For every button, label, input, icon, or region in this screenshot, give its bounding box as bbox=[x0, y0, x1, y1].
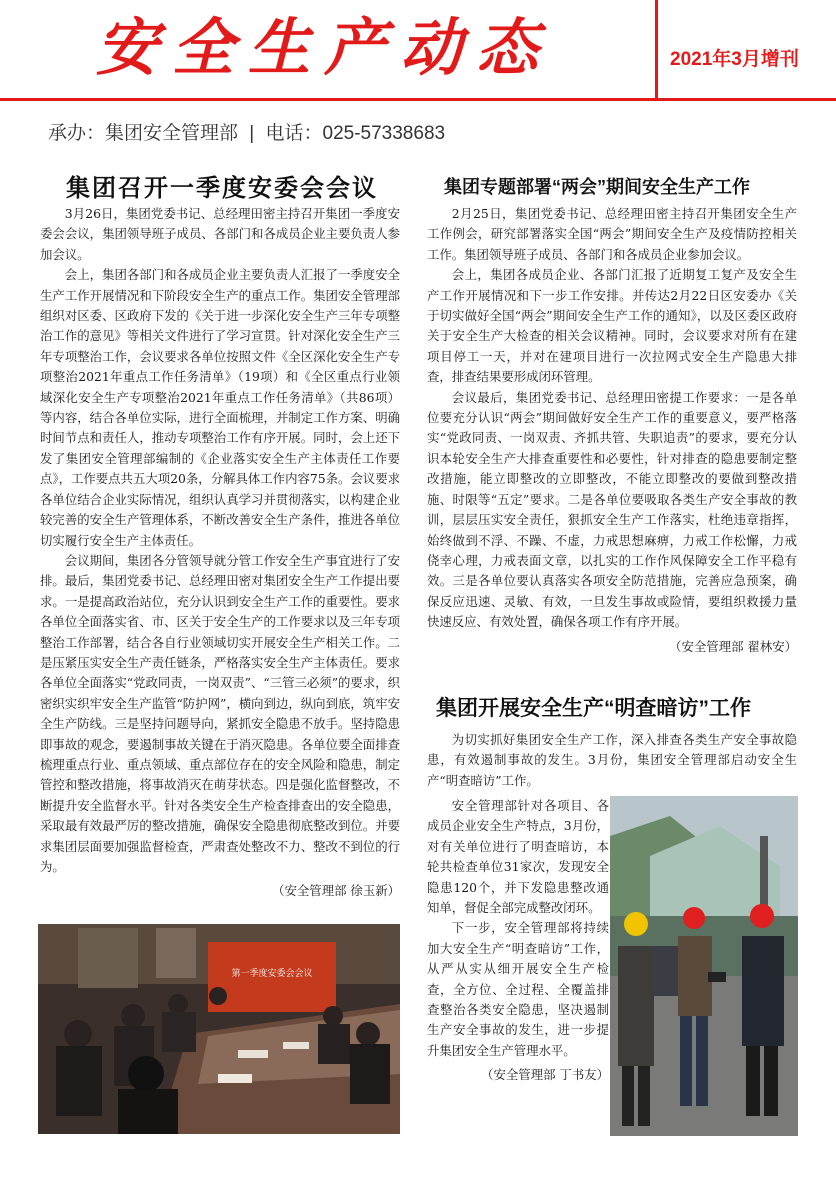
masthead-title: 安全生产动态 bbox=[96, 11, 553, 84]
article3-intro-text: 为切实抓好集团安全生产工作，深入排查各类生产安全事故隐患，有效遏制事故的发生。3月份，集团安全管理部启动安全生产“明查暗访”工作。 bbox=[427, 732, 797, 788]
article1-paragraph: 3月26日，集团党委书记、总经理田密主持召开集团一季度安委会会议，集团领导班子成员、各部门和各成员企业主要负责人参加会议。 bbox=[40, 206, 400, 262]
article1-headline: 集团召开一季度安委会会议 bbox=[66, 175, 378, 202]
article3-body bbox=[427, 796, 609, 1086]
meeting-photo bbox=[38, 924, 400, 1134]
masthead-divider-horizontal bbox=[0, 98, 836, 101]
inspection-photo-image bbox=[610, 796, 798, 1136]
article1-paragraph: 会议期间，集团各分管领导就分管工作安全生产事宜进行了安排。最后，集团党委书记、总经理田密对集团安全生产工作提出要求。一是提高政治站位，充分认识到安全生产工作的重要性。要求各单位全面落实省、市、区关于安全生产的工作要求以及三年专项整治工作部署，结合各自行业领域切实开展安全生产相关工作。二是压紧压实安全生产责任链条，严格落实安全生产主体责任。要求各单位全面落实“党政同责，一岗双责”、“三管三必须”的要求，织密织实织牢安全生产监管“防护网”，横向到边，纵向到底，筑牢安全生产防线。三是坚持问题导向，紧抓安全隐患不放手。坚持隐患即事故的观念，要遏制事故关键在于消灭隐患。各单位要全面排查梳理重点行业、重点领域、重点部位存在的安全风险和隐患，制定管控和整改措施，将事故消灭在萌芽状态。四是强化监督整改，不断提升安全监督水平。针对各类安全生产检查排查出的安全隐患，采取最有效最严厉的整改措施，确保安全隐患彻底整改到位。并要求集团层面要加强监督检查，严肃查处整改不力、整改不到位的行为。 bbox=[40, 552, 400, 874]
masthead-divider-vertical bbox=[655, 0, 658, 98]
article3-paragraph: 安全管理部针对各项目、各成员企业安全生产特点，3月份，对有关单位进行了明查暗访，本轮共检查单位31家次，发现安全隐患120个，并下发隐患整改通知单，督促全部完成整改闭环。 bbox=[427, 798, 609, 916]
phone: 电话：025-57338683 bbox=[265, 123, 446, 144]
article2-paragraph: 2月25日，集团党委书记、总经理田密主持召开集团安全生产工作例会，研究部署落实全国“两会”期间安全生产及疫情防控相关工作。集团领导班子成员、各部门和各成员企业参加会议。 bbox=[427, 206, 797, 262]
meeting-photo-image bbox=[38, 924, 400, 1134]
article3-intro bbox=[427, 730, 797, 791]
article3-byline: （安全管理部 丁书友） bbox=[481, 1067, 609, 1083]
contact-line bbox=[48, 118, 451, 145]
article1-byline: （安全管理部 徐玉新） bbox=[272, 883, 400, 899]
article1-paragraph: 会上，集团各部门和各成员企业主要负责人汇报了一季度安全生产工作开展情况和下阶段安全生产的重点工作。集团安全管理部组织对区委、区政府下发的《关于进一步深化安全生产三年专项整治工作的意见》等相关文件进行了学习宣贯。针对深化安全生产三年专项整治工作，会议要求各单位按照文件《全区深化安全生产专项整治2021年重点工作任务清单》（19项）和《全区重点行业领域深化安全生产专项整治2021年重点工作任务清单》（共86项）等内容，结合各单位实际，进行全面梳理，并制定工作方案、明确时间节点和责任人，推动专项整治工作有序开展。同时，会上还下发了集团安全管理部编制的《企业落实安全生产主体责任工作要点》，工作要点共五大项20条，分解具体工作内容75条。会议要求各单位结合企业实际情况，组织认真学习并贯彻落实，以构建企业较完善的安全生产管理体系，不断改善安全生产条件，推进各单位切实履行安全生产主体责任。 bbox=[40, 267, 400, 548]
screen-text: 第一季度安委会会议 bbox=[231, 969, 313, 979]
organizer: 承办：集团安全管理部 bbox=[48, 123, 239, 144]
article2-paragraph: 会议最后，集团党委书记、总经理田密提工作要求：一是各单位要充分认识“两会”期间做好安全生产工作的重要意义，要严格落实“党政同责、一岗双责、齐抓共管、失职追责”的要求，要充分认识本轮安全生产大排查重要性和必要性，针对排查的隐患要制定整改措施，能立即整改的立即整改，不能立即整改的要做到整改措施、时限等“五定”要求。二是各单位要吸取各类生产安全事故的教训，层层压实安全责任，狠抓安全生产工作落实，杜绝违章指挥，始终做到不浮、不躁、不虚，力戒思想麻痹，力戒工作松懈，力戒侥幸心理，力戒表面文章，以扎实的工作作风保障安全工作平稳有效。三是各单位要认真落实各项安全防范措施，完善应急预案，确保反应迅速、灵敏、有效，一旦发生事故或险情，要组织救援力量快速反应、有效处置，确保各项工作有序开展。 bbox=[427, 389, 797, 630]
inspection-photo bbox=[610, 796, 798, 1136]
article2-byline: （安全管理部 翟林安） bbox=[669, 638, 797, 654]
article2-headline: 集团专题部署“两会”期间安全生产工作 bbox=[444, 177, 750, 197]
article3-headline: 集团开展安全生产“明查暗访”工作 bbox=[436, 697, 751, 720]
contact-separator: | bbox=[249, 123, 255, 144]
article1-body bbox=[40, 204, 400, 902]
article3-paragraph: 下一步，安全管理部将持续加大安全生产“明查暗访”工作，从严从实从细开展安全生产检查，全方位、全过程、全覆盖排查整治各类安全隐患，坚决遏制生产安全事故的发生，进一步提升集团安全生产管理水平。 bbox=[427, 920, 609, 1058]
article2-body bbox=[427, 204, 797, 657]
issue-date: 2021年3月增刊 bbox=[670, 49, 799, 70]
article2-paragraph: 会上，集团各成员企业、各部门汇报了近期复工复产及安全生产工作开展情况和下一步工作安排。并传达2月22日区安委办《关于切实做好全国“两会”期间安全生产工作的通知》，以及区委区政府关于安全生产大检查的相关会议精神。同时，会议要求对所有在建项目停工一天，并对在建项目进行一次拉网式安全生产隐患大排查，排查结果要形成闭环管理。 bbox=[427, 267, 797, 385]
